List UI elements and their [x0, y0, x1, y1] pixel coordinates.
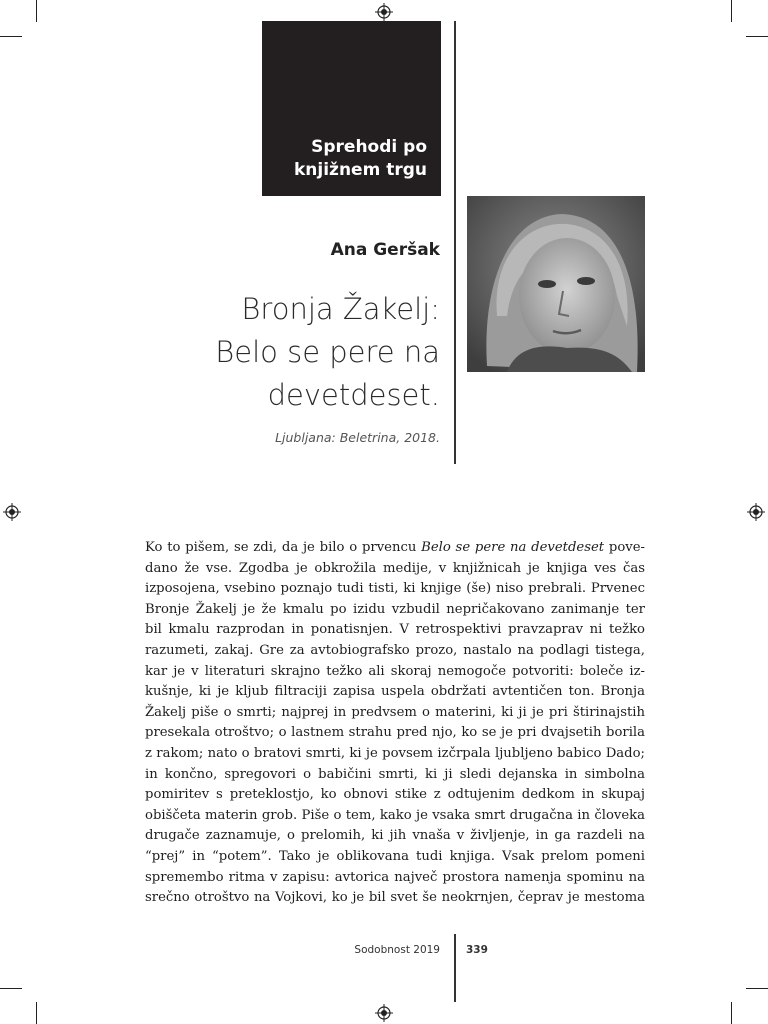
crop-mark: [36, 0, 37, 22]
body-text-segment: z rakom; nato o bratovi smrti, ki je povsem izčrpala ljubljeno babico Dado;: [145, 745, 645, 761]
crop-mark: [0, 988, 22, 989]
body-text-segment: izposojena, vsebino poznajo tudi tisti, ki knjige (še) niso prebrali. Prvenec: [145, 581, 645, 597]
page-number: 339: [466, 944, 488, 956]
footer-divider: [454, 934, 456, 1002]
author-name: Ana Geršak: [330, 240, 440, 260]
body-text-segment: kar je v literaturi skrajno težko ali skoraj nemogoče potvoriti: boleče iz-: [145, 663, 645, 679]
body-text-segment: “prej” in “potem”. Tako je oblikovana tudi knjiga. Vsak prelom pomeni: [145, 848, 645, 864]
body-text-segment: pomiritev s preteklostjo, ko obnovi stike z odtujenim dedkom in skupaj: [145, 787, 645, 803]
body-line: [145, 579, 645, 600]
page-footer: [0, 942, 768, 962]
body-text-segment: Žakelj piše o smrti; najprej in predvsem o materini, ki ji je pri štirinajstih: [145, 704, 645, 720]
body-text-segment: pove-: [604, 540, 645, 555]
registration-mark-icon: [375, 1004, 393, 1022]
body-line: [145, 682, 645, 703]
author-photo: [467, 196, 645, 372]
book-title-line: Belo se pere na: [215, 335, 440, 369]
body-line: [145, 600, 645, 621]
column-divider: [454, 21, 456, 464]
body-text-segment: in končno, spregovori o babičini smrti, ki ji sledi dejanska in simbolna: [145, 766, 645, 782]
body-line: [145, 641, 645, 662]
crop-mark: [0, 36, 22, 37]
registration-mark-icon: [375, 3, 393, 21]
body-text-segment: srečno otroštvo na Vojkovi, ko je bil svet še neokrnjen, čeprav je mestoma: [145, 890, 645, 906]
body-text-segment: Bronje Žakelj je že kmalu po izidu vzbudil nepričakovano zanimanje ter: [145, 601, 645, 617]
body-text-segment: obiščeta materin grob. Piše o tem, kako je vsaka smrt drugačna in človeka: [145, 807, 645, 823]
body-line: [145, 826, 645, 847]
registration-mark-icon: [747, 503, 765, 521]
body-line: [145, 559, 645, 580]
body-line: [145, 868, 645, 889]
body-line: [145, 662, 645, 683]
body-text-segment: presekala otroštvo; o lastnem strahu pred njo, ko se je pri dvajsetih borila: [145, 725, 645, 741]
book-title-line: devetdeset.: [267, 378, 440, 412]
author-portrait-icon: [467, 196, 645, 372]
crop-mark: [731, 0, 732, 22]
body-line: [145, 620, 645, 641]
crop-mark: [746, 988, 768, 989]
body-text-segment: kušnje, ki je kljub filtraciji zapisa uspela obdržati avtentičen ton. Bronja: [145, 684, 645, 700]
body-text-segment: Ko to pišem, se zdi, da je bilo o prvencu: [145, 540, 422, 555]
body-text-segment: bil kmalu razprodan in ponatisnjen. V retrospektivi pravzaprav ni težko: [145, 622, 645, 638]
crop-mark: [746, 36, 768, 37]
body-text-segment: drugače zaznamuje, o prelomih, ki jih vnaša v življenje, in ga razdeli na: [145, 828, 645, 844]
body-text-segment: dano že vse. Zgodba je obkrožila medije, v knjižnicah je knjiga ves čas: [145, 560, 645, 576]
body-line: [145, 765, 645, 786]
body-line: [145, 785, 645, 806]
section-title-line2: knjižnem trgu: [293, 160, 427, 180]
body-line: [145, 723, 645, 744]
body-line: [145, 888, 645, 909]
publication-info: Ljubljana: Beletrina, 2018.: [275, 430, 440, 445]
book-title: [180, 288, 440, 417]
crop-mark: [731, 1002, 732, 1024]
journal-name: Sodobnost 2019: [354, 944, 440, 956]
body-line: [145, 806, 645, 827]
body-text-segment: spremembo ritma v zapisu: avtorica največ prostora namenja spominu na: [145, 869, 645, 885]
section-header-box: [262, 21, 441, 196]
body-line: [145, 703, 645, 724]
body-line: [145, 538, 645, 559]
body-line: [145, 744, 645, 765]
book-title-italic: Belo se pere na devetdeset: [421, 540, 605, 555]
body-line: [145, 847, 645, 868]
crop-mark: [36, 1002, 37, 1024]
body-text-segment: razumeti, zakaj. Gre za avtobiografsko prozo, nastalo na podlagi tistega,: [145, 642, 645, 658]
section-title-line1: Sprehodi po: [311, 137, 427, 157]
registration-mark-icon: [3, 503, 21, 521]
book-title-line: Bronja Žakelj:: [241, 292, 440, 326]
article-body: [145, 538, 645, 909]
